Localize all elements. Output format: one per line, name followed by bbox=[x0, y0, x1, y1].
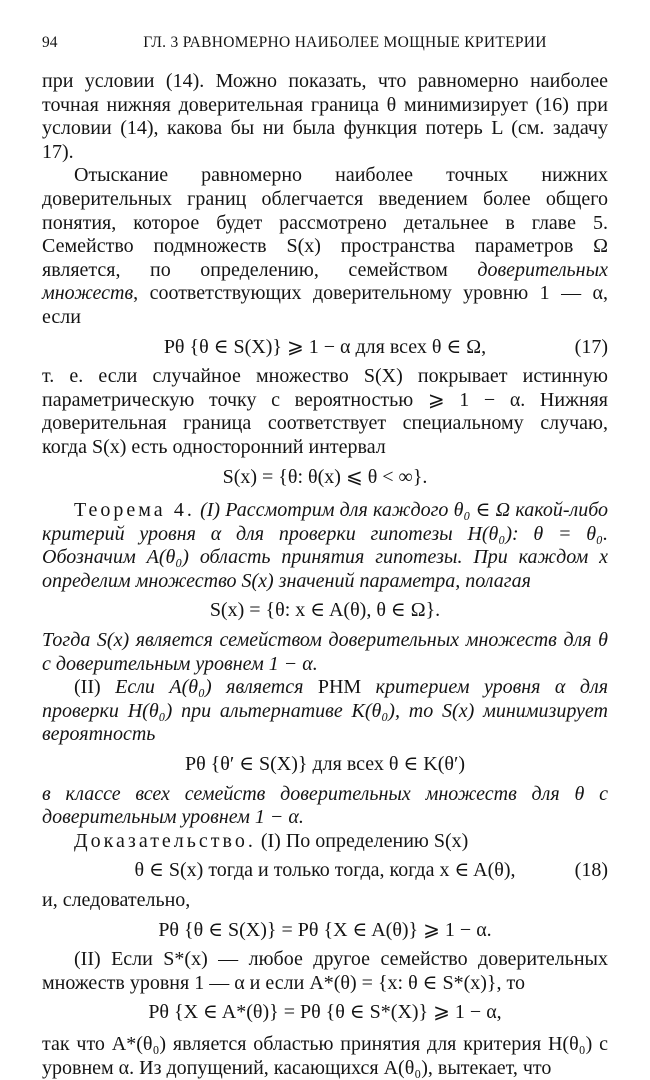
formula-18-row bbox=[42, 859, 608, 883]
formula-star: Pθ {X ∈ A*(θ)} = Pθ {θ ∈ S*(X)} ⩾ 1 − α, bbox=[148, 1001, 502, 1024]
paragraph-2-emphasis: доверительных множеств bbox=[42, 258, 608, 305]
paragraph-6: в классе всех семейств доверительных множеств для θ с доверительным уровнем 1 − α. bbox=[42, 782, 608, 829]
formula-17-row bbox=[42, 336, 608, 360]
paragraph-4: Тогда S(x) является семейством доверительных множеств для θ с доверительным уровнем 1 − α. bbox=[42, 629, 608, 675]
paragraph-2-text-c: , соответствующих доверительному уровню 1 — α, если bbox=[42, 282, 608, 328]
page-header bbox=[42, 34, 608, 56]
paragraph-1: при условии (14). Можно показать, что равномерно наиболее точная нижняя доверительная граница θ минимизирует (16) при условии (14), какова бы ни была функция потерь L (см. задачу 17). bbox=[42, 70, 608, 163]
running-title: ГЛ. 3 РАВНОМЕРНО НАИБОЛЕЕ МОЩНЫЕ КРИТЕРИИ bbox=[143, 34, 547, 51]
page-number: 94 bbox=[42, 34, 58, 51]
proof bbox=[42, 830, 608, 854]
paragraph-3: т. е. если случайное множество S(X) покрывает истинную параметрическую точку с вероятностью ⩾ 1 − α. Нижняя доверительная граница соответствует специальному случаю, когда S(x) есть односторонний интервал bbox=[42, 365, 608, 458]
paragraph-5-text-c: РНМ bbox=[303, 676, 376, 699]
formula-sx: S(x) = {θ: x ∈ A(θ), θ ∈ Ω}. bbox=[209, 599, 441, 622]
formula-probability: Pθ {θ′ ∈ S(X)} для всех θ ∈ K(θ′) bbox=[184, 753, 466, 776]
proof-label: Доказательство. bbox=[74, 829, 256, 852]
paragraph-5-text-d: критерием уровня α для проверки H(θ₀) при альтернативе K(θ₀), то S(x) минимизирует вероятность bbox=[42, 676, 609, 746]
page-body bbox=[42, 70, 608, 1080]
paragraph-5-text-a: (II) bbox=[74, 676, 116, 699]
formula-equality: Pθ {θ ∈ S(X)} = Pθ {X ∈ A(θ)} ⩾ 1 − α. bbox=[158, 918, 492, 941]
formula-17: Pθ {θ ∈ S(X)} ⩾ 1 − α для всех θ ∈ Ω, bbox=[163, 335, 487, 358]
theorem-label: Теорема 4. bbox=[74, 499, 195, 522]
theorem-4 bbox=[42, 499, 608, 593]
paragraph-2-text-a: Отыскание равномерно наиболее точных нижних доверительных границ облегчается введением более общего понятия, которое будет рассмотрено детальнее в главе 5. Семейство подмножеств S(x) пространства параметров Ω является, по определению, семейством bbox=[42, 164, 608, 281]
equation-number-17: (17) bbox=[574, 335, 608, 358]
paragraph-5-text-b: Если A(θ₀) является bbox=[115, 676, 304, 699]
theorem-text: (I) Рассмотрим для каждого θ₀ ∈ Ω какой-либо критерий уровня α для проверки гипотезы H(θ₀): θ = θ₀. Обозначим A(θ₀) область принятия гипотезы. При каждом x определим множество S(x) значений параметра, полагая bbox=[42, 499, 608, 592]
paragraph-9: так что A*(θ₀) является областью принятия для критерия H(θ₀) с уровнем α. Из допущений, касающихся A(θ₀), вытекает, что bbox=[42, 1032, 608, 1079]
formula-18: θ ∈ S(x) тогда и только тогда, когда x ∈ A(θ), bbox=[134, 859, 516, 882]
proof-text: (I) По определению S(x) bbox=[255, 829, 469, 852]
paragraph-2 bbox=[42, 164, 608, 329]
paragraph-8: (II) Если S*(x) — любое другое семейство доверительных множеств уровня 1 — α и если A*(θ) = {x: θ ∈ S*(x)}, то bbox=[42, 948, 608, 994]
paragraph-7: и, следовательно, bbox=[42, 889, 191, 911]
paragraph-5 bbox=[42, 676, 608, 747]
formula-interval: S(x) = {θ: θ(x) ⩽ θ < ∞}. bbox=[222, 465, 428, 488]
equation-number-18: (18) bbox=[574, 859, 608, 882]
